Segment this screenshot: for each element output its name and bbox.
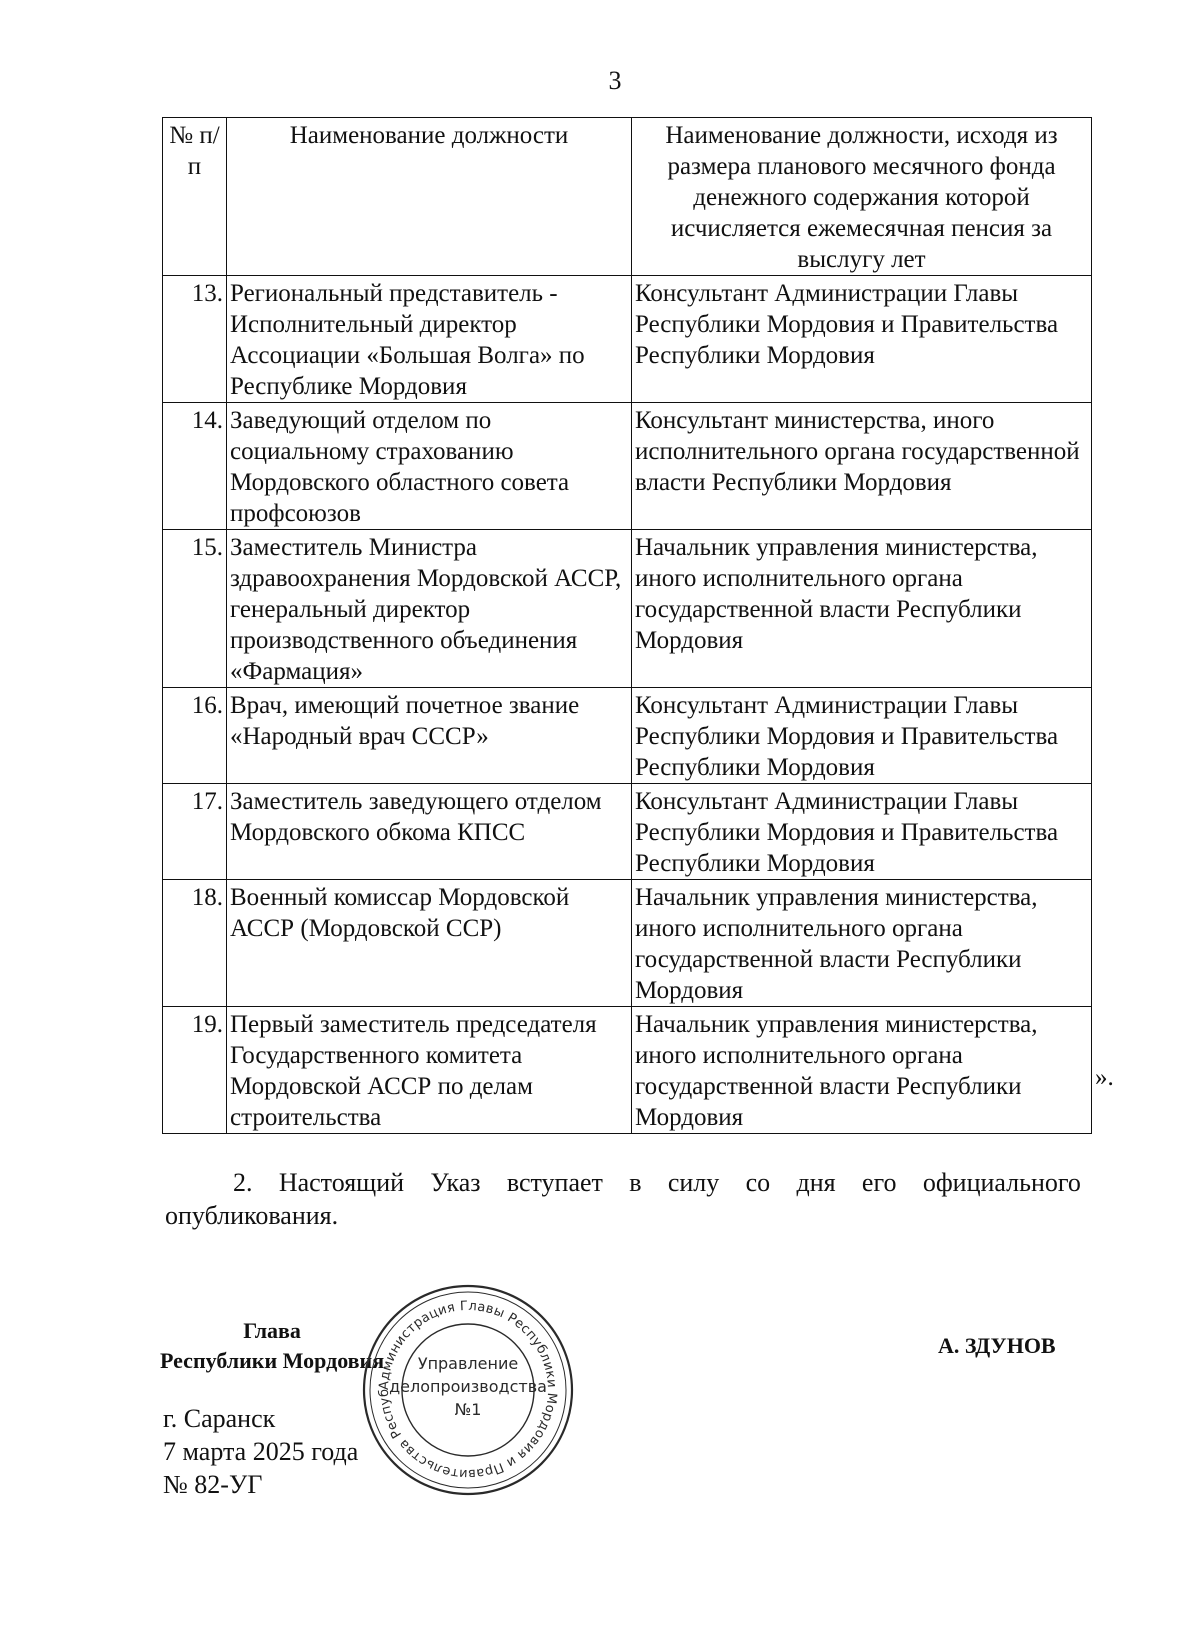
row-position: Заместитель Министра здравоохранения Мордовской АССР, генеральный директор производственного объединения «Фармация»: [227, 530, 632, 688]
official-stamp: [358, 1280, 578, 1500]
clause-word: Настоящий: [278, 1168, 405, 1197]
clause-word: в: [629, 1168, 642, 1197]
clause-word: силу: [667, 1168, 720, 1197]
stamp-line2: делопроизводства: [389, 1377, 547, 1396]
row-number: 16.: [163, 688, 227, 784]
row-position: Врач, имеющий почетное звание «Народный врач СССР»: [227, 688, 632, 784]
clause-word: официального: [922, 1168, 1081, 1197]
row-number: 13.: [163, 276, 227, 403]
signer-title-line1: Глава: [243, 1318, 301, 1343]
clause-first-line: [165, 1166, 1081, 1199]
stamp-line1: Управление: [417, 1354, 519, 1373]
place-date-block: [163, 1402, 358, 1501]
row-number: 14.: [163, 403, 227, 530]
row-reference: Консультант министерства, иного исполнительного органа государственной власти Республики Мордовия: [632, 403, 1092, 530]
closing-quote: ».: [1095, 1064, 1114, 1091]
stamp-center: [358, 1352, 578, 1421]
stamp-line3: №1: [454, 1400, 482, 1419]
row-position: Заведующий отделом по социальному страхованию Мордовского областного совета профсоюзов: [227, 403, 632, 530]
table-row: [163, 784, 1092, 880]
row-position: Заместитель заведующего отделом Мордовского обкома КПСС: [227, 784, 632, 880]
row-reference: Консультант Администрации Главы Республики Мордовия и Правительства Республики Мордовия: [632, 276, 1092, 403]
header-number: № п/п: [163, 118, 227, 276]
decree-number: № 82-УГ: [163, 1470, 263, 1499]
row-reference: Начальник управления министерства, иного исполнительного органа государственной власти Республики Мордовия: [632, 880, 1092, 1007]
signer-title: [160, 1316, 384, 1376]
clause-word: дня: [796, 1168, 836, 1197]
page-number: 3: [608, 66, 622, 95]
row-position: Первый заместитель председателя Государственного комитета Мордовской АССР по делам строительства: [227, 1007, 632, 1134]
row-position: Военный комиссар Мордовской АССР (Мордовской ССР): [227, 880, 632, 1007]
signer-name: А. ЗДУНОВ: [938, 1333, 1056, 1358]
header-position: Наименование должности: [227, 118, 632, 276]
row-number: 18.: [163, 880, 227, 1007]
table-row: [163, 880, 1092, 1007]
table-row: [163, 276, 1092, 403]
stamp-ring-text: Администрация Главы Республики Мордовия и Правительства Респуб: [376, 1298, 560, 1482]
header-reference-position: Наименование должности, исходя из размера планового месячного фонда денежного содержания которой исчисляется ежемесячная пенсия за выслугу лет: [632, 118, 1092, 276]
table-row: [163, 403, 1092, 530]
row-number: 17.: [163, 784, 227, 880]
clause-word: 2.: [233, 1168, 253, 1197]
row-position: Региональный представитель - Исполнительный директор Ассоциации «Большая Волга» по Республике Мордовия: [227, 276, 632, 403]
clause-2: [165, 1166, 1081, 1232]
table-row: [163, 1007, 1092, 1134]
clause-word: Указ: [430, 1168, 481, 1197]
signer-title-line2: Республики Мордовия: [160, 1348, 385, 1373]
row-reference: Начальник управления министерства, иного исполнительного органа государственной власти Республики Мордовия: [632, 1007, 1092, 1134]
positions-table: [162, 117, 1092, 1134]
row-number: 19.: [163, 1007, 227, 1134]
table-header-row: [163, 118, 1092, 276]
table-row: [163, 688, 1092, 784]
clause-word: его: [861, 1168, 897, 1197]
clause-word: вступает: [506, 1168, 603, 1197]
city: г. Саранск: [163, 1404, 276, 1433]
row-reference: Консультант Администрации Главы Республики Мордовия и Правительства Республики Мордовия: [632, 688, 1092, 784]
clause-word: со: [745, 1168, 771, 1197]
decree-date: 7 марта 2025 года: [163, 1437, 359, 1466]
row-reference: Начальник управления министерства, иного исполнительного органа государственной власти Республики Мордовия: [632, 530, 1092, 688]
table-row: [163, 530, 1092, 688]
clause-second-line: опубликования.: [165, 1201, 339, 1230]
row-number: 15.: [163, 530, 227, 688]
row-reference: Консультант Администрации Главы Республики Мордовия и Правительства Республики Мордовия: [632, 784, 1092, 880]
